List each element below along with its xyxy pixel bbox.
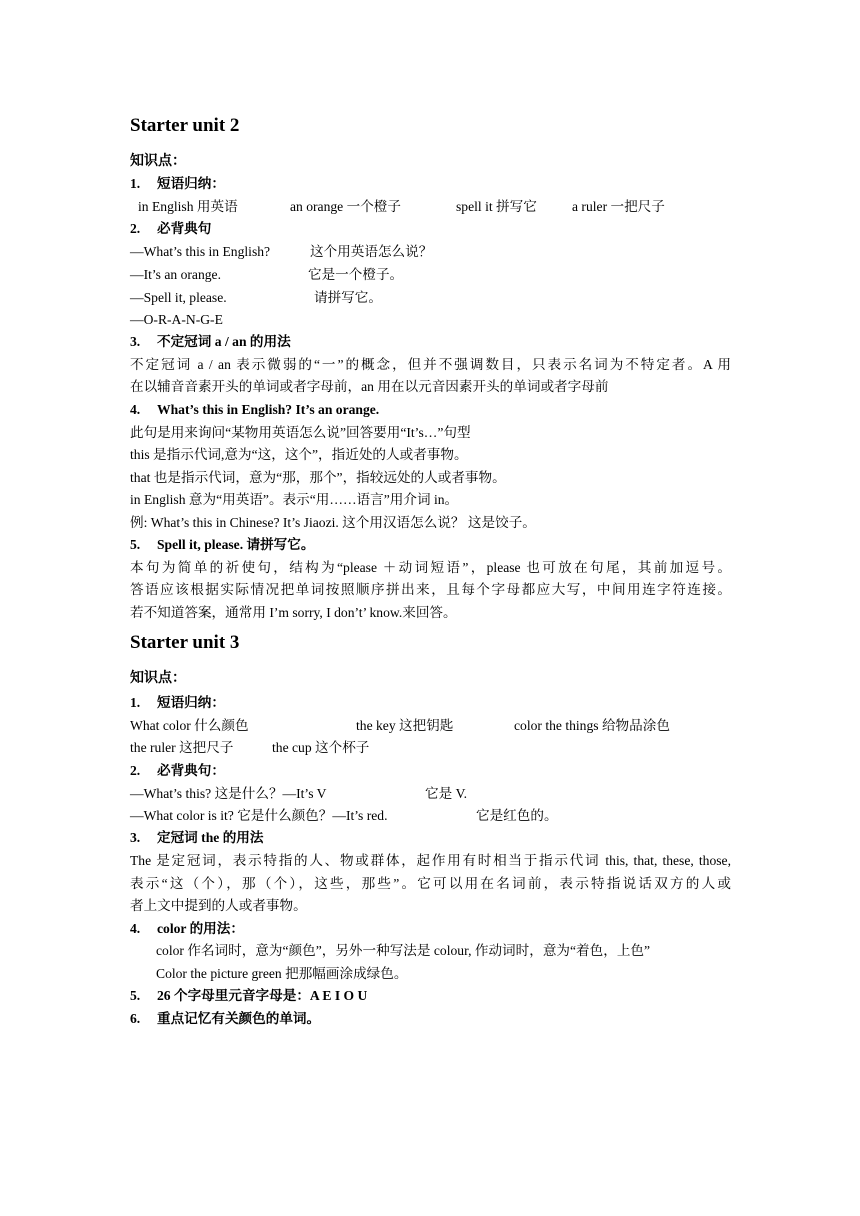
unit3-title: Starter unit 3: [130, 632, 240, 653]
phrase: color the things 给物品涂色: [514, 718, 670, 733]
paragraph-line: 在以辅音音素开头的单词或者字母前，an 用在以元音因素开头的单词或者字母前: [130, 379, 609, 394]
paragraph-line: 不定冠词 a / an 表示微弱的“一”的概念，但并不强调数目，只表示名词为不特定者。A 用: [130, 357, 731, 372]
phrase: an orange 一个橙子: [290, 199, 401, 214]
section-number: 5.: [130, 537, 141, 552]
unit3-s3-heading: [130, 828, 263, 848]
section-title: 必背典句: [157, 221, 212, 236]
paragraph-line: The 是定冠词，表示特指的人、物或群体，起作用有时相当于指示代词 this, that, these, those,: [130, 853, 731, 868]
unit3-s6-heading: [130, 1009, 320, 1029]
paragraph-line: that 也是指示代词，意为“那，那个”，指较远处的人或者事物。: [130, 470, 506, 485]
section-number: 4.: [130, 402, 141, 417]
paragraph-line: 者上文中提到的人或者事物。: [130, 898, 307, 913]
dialog-en: —It’s an orange.: [130, 267, 221, 282]
section-title: Spell it, please. 请拼写它。: [157, 537, 315, 552]
paragraph-line: 此句是用来询问“某物用英语怎么说”回答要用“It’s…”句型: [130, 425, 471, 440]
dialog-zh: 这个用英语怎么说？: [310, 244, 433, 259]
dialog-en: —O-R-A-N-G-E: [130, 312, 223, 327]
dialog-en: —What’s this in English?: [130, 244, 271, 259]
phrase: in English 用英语: [138, 199, 238, 214]
phrase: What color 什么颜色: [130, 718, 249, 733]
unit2-s3-heading: [130, 332, 291, 352]
unit2-knowledge-label: 知识点：: [130, 154, 186, 169]
unit2-s1-heading: [130, 174, 225, 194]
section-title: 26 个字母里元音字母是：A E I O U: [157, 988, 368, 1003]
phrase: spell it 拼写它: [456, 199, 537, 214]
dialog-zh: 请拼写它。: [314, 290, 382, 305]
section-title: 短语归纳：: [157, 695, 225, 710]
dialog-zh: 它是一个橙子。: [308, 267, 404, 282]
dialog-zh: 它是红色的。: [476, 808, 558, 823]
phrase: the ruler 这把尺子: [130, 740, 234, 755]
section-number: 2.: [130, 221, 141, 236]
paragraph-line: this 是指示代词,意为“这，这个”，指近处的人或者事物。: [130, 447, 468, 462]
section-number: 1.: [130, 176, 141, 191]
section-title: 不定冠词 a / an 的用法: [157, 334, 291, 349]
unit3-s4-heading: [130, 919, 244, 939]
section-number: 1.: [130, 695, 141, 710]
paragraph-line: in English 意为“用英语”。表示“用……语言”用介词 in。: [130, 492, 459, 507]
section-title: 必背典句：: [157, 763, 225, 778]
unit2-s2-heading: [130, 219, 211, 239]
dialog-en: —What color is it? 它是什么颜色？—It’s red.: [130, 808, 388, 823]
paragraph-line: Color the picture green 把那幅画涂成绿色。: [156, 966, 408, 981]
dialog-en: —Spell it, please.: [130, 290, 227, 305]
phrase: the key 这把钥匙: [356, 718, 454, 733]
unit2-s4-heading: [130, 400, 379, 420]
section-number: 3.: [130, 334, 141, 349]
unit3-knowledge-label: 知识点：: [130, 671, 186, 686]
dialog-en: —What’s this? 这是什么？—It’s V: [130, 786, 327, 801]
phrase: a ruler 一把尺子: [572, 199, 665, 214]
paragraph-line: 若不知道答案，通常用 I’m sorry, I don’t’ know.来回答。: [130, 605, 457, 620]
section-title: color 的用法：: [157, 921, 244, 936]
paragraph-line: 答语应该根据实际情况把单词按照顺序拼出来，且每个字母都应大写，中间用连字符连接。: [130, 582, 731, 597]
unit2-s5-heading: [130, 535, 314, 555]
unit3-s2-heading: [130, 761, 225, 781]
unit2-title: Starter unit 2: [130, 115, 240, 136]
section-title: 重点记忆有关颜色的单词。: [157, 1011, 321, 1026]
section-number: 4.: [130, 921, 141, 936]
section-number: 3.: [130, 830, 141, 845]
section-title: 短语归纳：: [157, 176, 225, 191]
paragraph-line: 例: What’s this in Chinese? It’s Jiaozi. 这个用汉语怎么说？ 这是饺子。: [130, 515, 536, 530]
section-number: 5.: [130, 988, 141, 1003]
unit3-s5-heading: [130, 986, 367, 1006]
unit3-s1-heading: [130, 693, 225, 713]
section-number: 2.: [130, 763, 141, 778]
section-title: What’s this in English? It’s an orange.: [157, 402, 380, 417]
section-title: 定冠词 the 的用法: [157, 830, 264, 845]
paragraph-line: color 作名词时，意为“颜色”，另外一种写法是 colour, 作动词时，意为“着色，上色”: [156, 943, 651, 958]
phrase: the cup 这个杯子: [272, 740, 370, 755]
dialog-zh: 它是 V.: [425, 786, 468, 801]
paragraph-line: 表示“这（个），那（个），这些，那些”。它可以用在名词前，表示特指说话双方的人或: [130, 876, 731, 891]
section-number: 6.: [130, 1011, 141, 1026]
paragraph-line: 本句为简单的祈使句，结构为“please ＋动词短语”，please 也可放在句尾，其前加逗号。: [130, 560, 731, 575]
